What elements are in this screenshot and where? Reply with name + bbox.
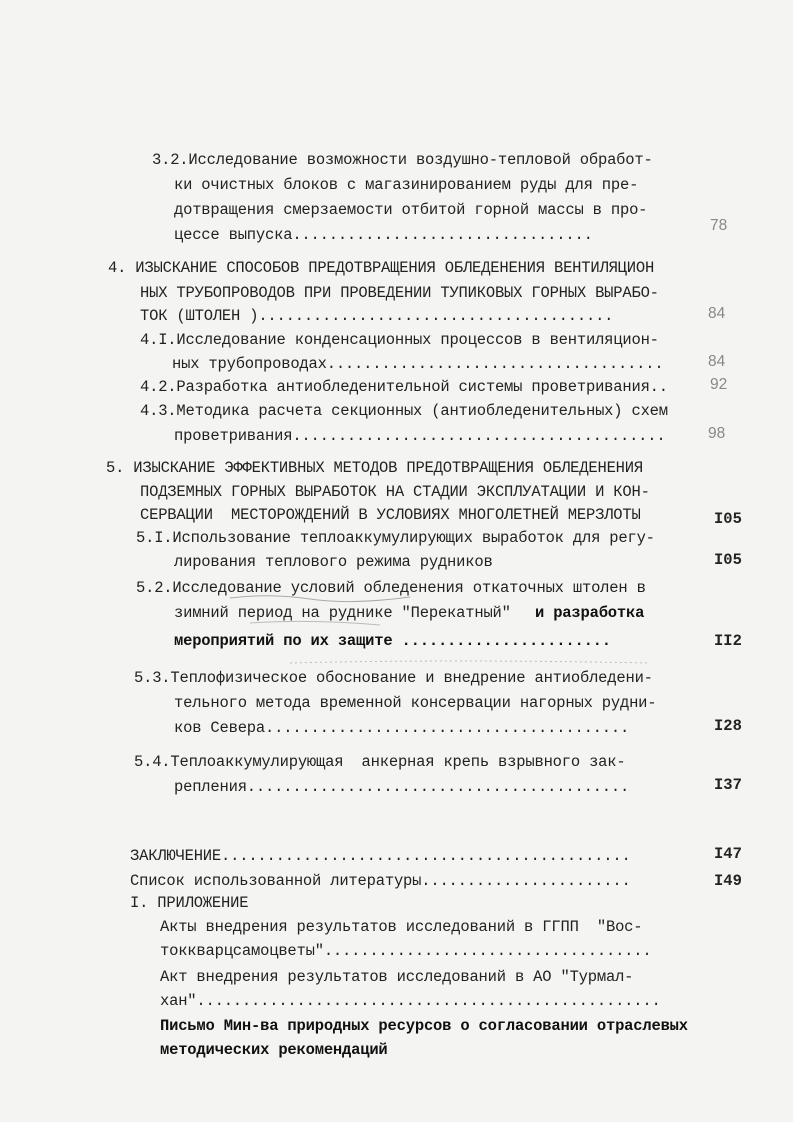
- toc-4-3-line-2: проветривания.........................................: [174, 427, 666, 445]
- toc-5-3-line-3: ков Севера........................................: [174, 719, 630, 737]
- toc-5-4-line-1: 5.4.Теплоаккумулирующая анкерная крепь взрывного зак-: [134, 753, 626, 771]
- toc-5-3-line-1: 5.3.Теплофизическое обоснование и внедрение антиобледени-: [134, 669, 653, 687]
- toc-5-2-line-2b: и разработка: [535, 604, 645, 622]
- toc-5-1-line-2: лирования теплового режима рудников: [174, 553, 493, 571]
- toc-5-page: I05: [714, 510, 742, 528]
- toc-3-2-line-3: дотвращения смерзаемости отбитой горной массы в про-: [174, 201, 648, 219]
- toc-5-1-line-1: 5.I.Использование теплоаккумулирующих выработок для регу-: [136, 529, 655, 547]
- toc-appendix-act2-line-2: хан"...................................................: [160, 992, 661, 1010]
- toc-4-3-page: 98: [708, 425, 726, 442]
- toc-appendix-title: I. ПРИЛОЖЕНИЕ: [130, 894, 249, 912]
- toc-5-1-page: I05: [714, 551, 742, 569]
- toc-4-line-1: 4. ИЗЫСКАНИЕ СПОСОБОВ ПРЕДОТВРАЩЕНИЯ ОБЛЕДЕНЕНИЯ ВЕНТИЛЯЦИОН: [108, 259, 655, 277]
- toc-4-line-3: ТОК (ШТОЛЕН ).......................................: [140, 307, 614, 325]
- toc-4-3-line-1: 4.3.Методика расчета секционных (антиобледенительных) схем: [140, 402, 668, 420]
- toc-4-1-line-1: 4.I.Исследование конденсационных процессов в вентиляцион-: [140, 331, 659, 349]
- toc-4-1-page: 84: [708, 353, 726, 370]
- toc-4-page: 84: [708, 305, 726, 322]
- toc-5-2-line-2a: зимний период на руднике "Перекатный": [174, 604, 511, 622]
- toc-5-3-page: I28: [714, 717, 742, 735]
- toc-appendix-act1-line-1: Акты внедрения результатов исследований в ГГПП "Вос-: [160, 918, 643, 936]
- toc-appendix-letter-line-2: методических рекомендаций: [160, 1041, 388, 1059]
- toc-4-2-page: 92: [710, 376, 728, 393]
- toc-4-line-2: НЫХ ТРУБОПРОВОДОВ ПРИ ПРОВЕДЕНИИ ТУПИКОВЫХ ГОРНЫХ ВЫРАБО-: [140, 284, 659, 302]
- toc-appendix-letter-line-1: Письмо Мин-ва природных ресурсов о согласовании отраслевых: [160, 1017, 688, 1035]
- toc-3-2-line-2: ки очистных блоков с магазинированием руды для пре-: [174, 176, 639, 194]
- toc-5-4-page: I37: [714, 776, 742, 794]
- toc-3-2-page: 78: [710, 217, 728, 234]
- toc-4-2-line-1: 4.2.Разработка антиобледенительной системы проветривания..: [140, 378, 668, 396]
- toc-5-2-line-3: мероприятий по их защите .......................: [174, 632, 611, 650]
- toc-conclusion-page: I47: [714, 845, 742, 863]
- toc-appendix-act1-line-2: токкварцсамоцветы"....................................: [160, 942, 652, 960]
- toc-references: Список использованной литературы.......................: [130, 872, 631, 890]
- toc-3-2-line-1: 3.2.Исследование возможности воздушно-тепловой обработ-: [152, 151, 653, 169]
- toc-3-2-line-4: цессе выпуска.................................: [174, 226, 593, 244]
- toc-5-2-line-1: 5.2.Исследование условий обледенения откаточных штолен в: [136, 579, 646, 597]
- toc-appendix-act2-line-1: Акт внедрения результатов исследований в АО "Турмал-: [160, 968, 634, 986]
- toc-5-2-page: II2: [714, 632, 742, 650]
- toc-references-page: I49: [714, 872, 742, 890]
- toc-5-line-3: СЕРВАЦИИ МЕСТОРОЖДЕНИЙ В УСЛОВИЯХ МНОГОЛЕТНЕЙ МЕРЗЛОТЫ: [140, 506, 641, 524]
- toc-5-line-2: ПОДЗЕМНЫХ ГОРНЫХ ВЫРАБОТОК НА СТАДИИ ЭКСПЛУАТАЦИИ И КОН-: [140, 483, 650, 501]
- toc-conclusion: ЗАКЛЮЧЕНИЕ.............................................: [130, 847, 631, 865]
- toc-5-line-1: 5. ИЗЫСКАНИЕ ЭФФЕКТИВНЫХ МЕТОДОВ ПРЕДОТВРАЩЕНИЯ ОБЛЕДЕНЕНИЯ: [106, 459, 643, 477]
- toc-5-3-line-2: тельного метода временной консервации нагорных рудни-: [174, 694, 657, 712]
- scan-artifact-marks: [150, 575, 670, 675]
- toc-4-1-line-2: ных трубопроводах.....................................: [172, 355, 664, 373]
- toc-5-4-line-2: репления..........................................: [174, 778, 630, 796]
